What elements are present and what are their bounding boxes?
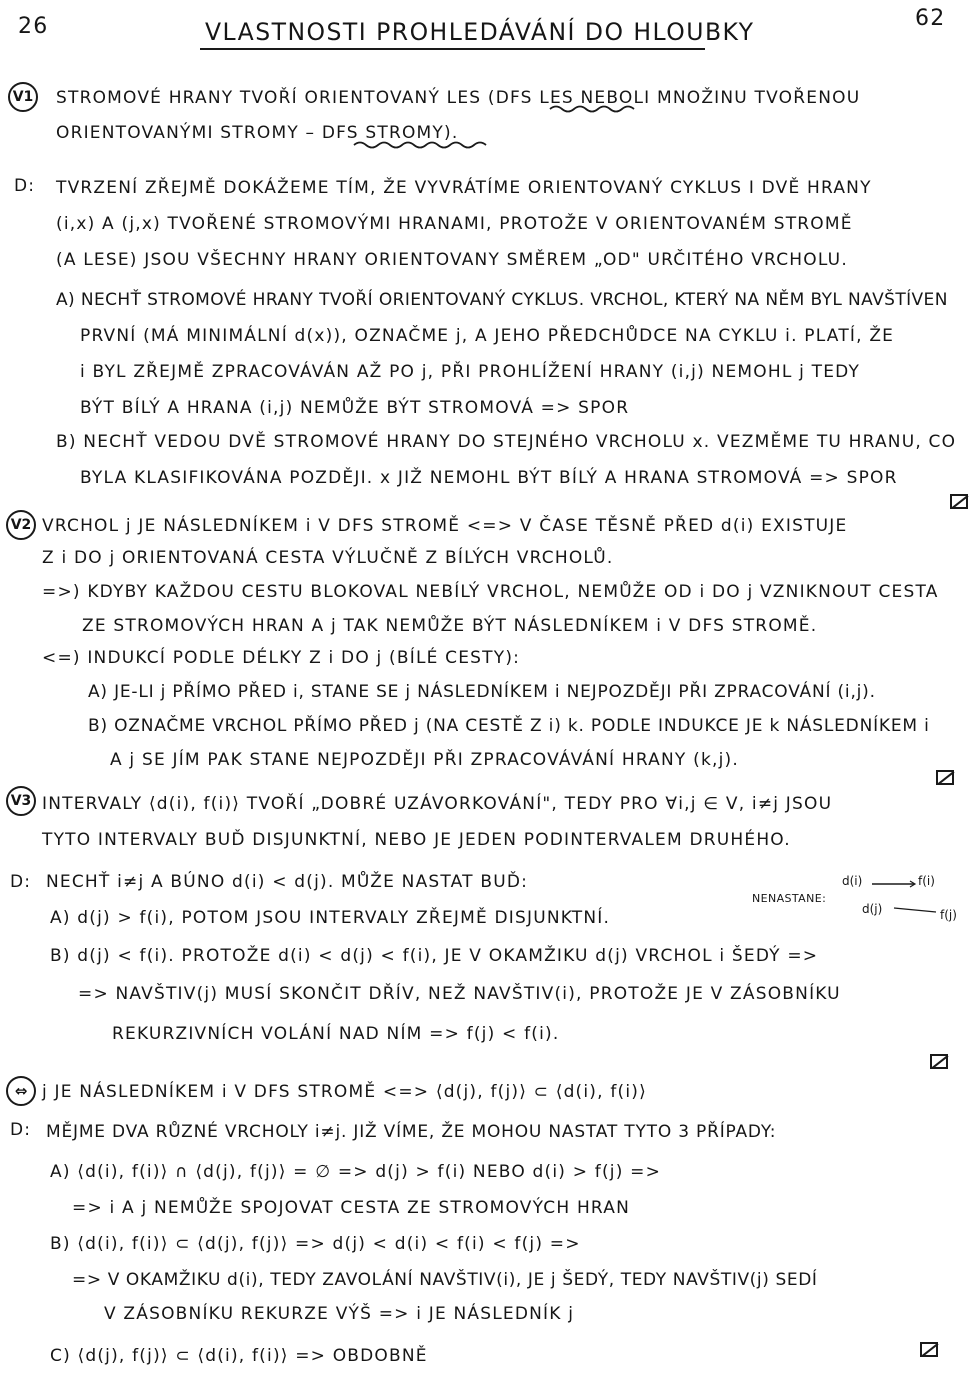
corollary-line: j JE NÁSLEDNÍKEM i V DFS STROMĚ <=> ⟨d(j), f(j)⟩ ⊂ ⟨d(i), f(i)⟩: [42, 1082, 647, 1102]
v3-line-2: TYTO INTERVALY BUĎ DISJUNKTNÍ, NEBO JE JEDEN PODINTERVALEM DRUHÉHO.: [42, 830, 791, 850]
side-sketch-d-j: d(j): [862, 902, 883, 916]
dc-line-6: V ZÁSOBNÍKU REKURZE VÝŠ => i JE NÁSLEDNÍK j: [104, 1304, 575, 1324]
d3-line-2: A) d(j) > f(i), POTOM JSOU INTERVALY ZŘEJMĚ DISJUNKTNÍ.: [50, 908, 611, 928]
v2-b-line-1: B) OZNAČME VRCHOL PŘÍMO PŘED j (NA CESTĚ Z i) k. PODLE INDUKCE JE k NÁSLEDNÍKEM i: [88, 716, 930, 736]
v3-marker: V3: [6, 786, 36, 816]
side-sketch-intervals: [868, 878, 940, 918]
dc-line-4: B) ⟨d(i), f(i)⟩ ⊂ ⟨d(j), f(j)⟩ => d(j) < d(i) < f(i) < f(j) =>: [50, 1234, 581, 1254]
v2-a-line: A) JE-LI j PŘÍMO PŘED i, STANE SE j NÁSLEDNÍKEM i NEJPOZDĚJI PŘI ZPRACOVÁNÍ (i,j).: [88, 682, 876, 702]
v2-forward-line-2: ZE STROMOVÝCH HRAN A j TAK NEMŮŽE BÝT NÁSLEDNÍKEM i V DFS STROMĚ.: [82, 616, 818, 636]
title-underline: [200, 48, 705, 50]
d1-a-line-3: i BYL ZŘEJMĚ ZPRACOVÁVÁN AŽ PO j, PŘI PROHLÍŽENÍ HRANY (i,j) NEMOHL j TEDY: [80, 362, 861, 382]
v2-marker: V2: [6, 510, 36, 540]
dfs-les-wavy-underline: [548, 104, 638, 114]
d3-marker: D:: [10, 872, 32, 892]
d1-line-2: (i,x) A (j,x) TVOŘENÉ STROMOVÝMI HRANAMI, PROTOŽE V ORIENTOVANÉM STROMĚ: [56, 214, 853, 234]
d3-line-1: NECHŤ i≠j A BÚNO d(i) < d(j). MŮŽE NASTAT BUĎ:: [46, 872, 529, 892]
side-sketch-label: NENASTANE:: [752, 892, 827, 905]
corollary-marker: ⇔: [6, 1076, 36, 1106]
dc-line-7: C) ⟨d(j), f(j)⟩ ⊂ ⟨d(i), f(i)⟩ => OBDOBNĚ: [50, 1346, 428, 1366]
v1-line-1: STROMOVÉ HRANY TVOŘÍ ORIENTOVANÝ LES (DFS LES NEBOLI MNOŽINU TVOŘENOU: [56, 88, 861, 108]
page-number-left: 26: [18, 14, 49, 39]
side-sketch-d-i: d(i): [842, 874, 863, 888]
d1-b-line-2: BYLA KLASIFIKOVÁNA POZDĚJI. x JIŽ NEMOHL BÝT BÍLÝ A HRANA STROMOVÁ => SPOR: [80, 468, 898, 488]
dc-line-2: A) ⟨d(i), f(i)⟩ ∩ ⟨d(j), f(j)⟩ = ∅ => d(j) > f(i) NEBO d(i) > f(j) =>: [50, 1162, 662, 1182]
side-sketch-f-j: f(j): [940, 908, 957, 922]
qed-mark-4: [920, 1342, 938, 1357]
qed-mark-3: [930, 1054, 948, 1069]
d1-a-line-1: A) NECHŤ STROMOVÉ HRANY TVOŘÍ ORIENTOVANÝ CYKLUS. VRCHOL, KTERÝ NA NĚM BYL NAVŠTÍVEN: [56, 290, 948, 310]
page-number-right: 62: [915, 6, 946, 31]
qed-mark-2: [936, 770, 954, 785]
dc-line-5: => V OKAMŽIKU d(i), TEDY ZAVOLÁNÍ NAVŠTIV(i), JE j ŠEDÝ, TEDY NAVŠTIV(j) SEDÍ: [72, 1270, 818, 1290]
dfs-stromy-wavy-underline: [352, 140, 492, 150]
v2-forward-line-1: =>) KDYBY KAŽDOU CESTU BLOKOVAL NEBÍLÝ VRCHOL, NEMŮŽE OD i DO j VZNIKNOUT CESTA: [42, 582, 939, 602]
v2-backward-line: <=) INDUKCÍ PODLE DÉLKY Z i DO j (BÍLÉ CESTY):: [42, 648, 521, 668]
dc-line-1: MĚJME DVA RŮZNÉ VRCHOLY i≠j. JIŽ VÍME, ŽE MOHOU NASTAT TYTO 3 PŘÍPADY:: [46, 1122, 777, 1142]
v2-line-1: VRCHOL j JE NÁSLEDNÍKEM i V DFS STROMĚ <=> V ČASE TĚSNĚ PŘED d(i) EXISTUJE: [42, 516, 848, 536]
d3-line-5: REKURZIVNÍCH VOLÁNÍ NAD NÍM => f(j) < f(i).: [112, 1024, 560, 1044]
d3-line-4: => NAVŠTIV(j) MUSÍ SKONČIT DŘÍV, NEŽ NAVŠTIV(i), PROTOŽE JE V ZÁSOBNÍKU: [78, 984, 841, 1004]
v1-line-2: ORIENTOVANÝMI STROMY – DFS STROMY).: [56, 123, 459, 143]
d1-line-1: TVRZENÍ ZŘEJMĚ DOKÁŽEME TÍM, ŽE VYVRÁTÍME ORIENTOVANÝ CYKLUS I DVĚ HRANY: [56, 178, 872, 198]
d1-a-line-4: BÝT BÍLÝ A HRANA (i,j) NEMŮŽE BÝT STROMOVÁ => SPOR: [80, 398, 630, 418]
dc-line-3: => i A j NEMŮŽE SPOJOVAT CESTA ZE STROMOVÝCH HRAN: [72, 1198, 631, 1218]
v2-line-2: Z i DO j ORIENTOVANÁ CESTA VÝLUČNĚ Z BÍLÝCH VRCHOLŮ.: [42, 548, 614, 568]
dc-marker: D:: [10, 1120, 32, 1140]
v1-marker: V1: [8, 82, 38, 112]
d1-b-line-1: B) NECHŤ VEDOU DVĚ STROMOVÉ HRANY DO STEJNÉHO VRCHOLU x. VEZMĚME TU HRANU, CO: [56, 432, 957, 452]
v3-line-1: INTERVALY ⟨d(i), f(i)⟩ TVOŘÍ „DOBRÉ UZÁVORKOVÁNÍ", TEDY PRO ∀i,j ∈ V, i≠j JSOU: [42, 794, 833, 814]
d1-marker: D:: [14, 176, 36, 196]
page-title: VLASTNOSTI PROHLEDÁVÁNÍ DO HLOUBKY: [205, 18, 755, 46]
v2-b-line-2: A j SE JÍM PAK STANE NEJPOZDĚJI PŘI ZPRACOVÁVÁNÍ HRANY (k,j).: [110, 750, 739, 770]
d3-line-3: B) d(j) < f(i). PROTOŽE d(i) < d(j) < f(i), JE V OKAMŽIKU d(j) VRCHOL i ŠEDÝ =>: [50, 946, 819, 966]
d1-a-line-2: PRVNÍ (MÁ MINIMÁLNÍ d(x)), OZNAČME j, A JEHO PŘEDCHŮDCE NA CYKLU i. PLATÍ, ŽE: [80, 326, 895, 346]
d1-line-3: (A LESE) JSOU VŠECHNY HRANY ORIENTOVANY SMĚREM „OD" URČITÉHO VRCHOLU.: [56, 250, 848, 270]
side-sketch-f-i: f(i): [918, 874, 935, 888]
qed-mark-1: [950, 494, 968, 509]
